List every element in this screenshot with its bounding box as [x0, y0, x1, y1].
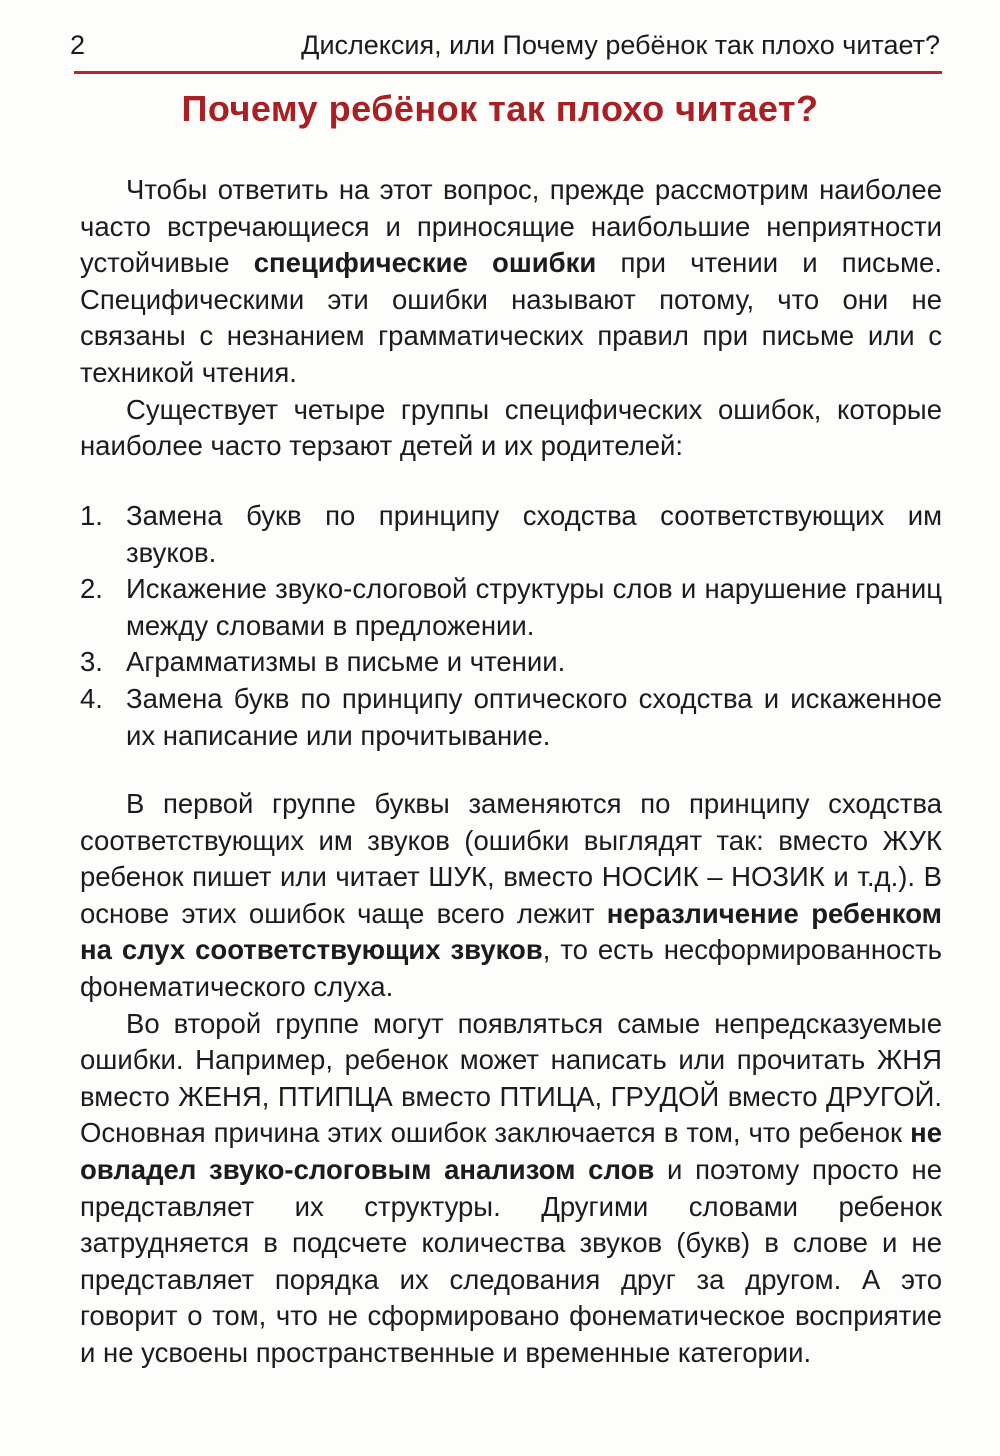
list-item — [80, 498, 942, 571]
list-item-text: Аграмматизмы в письме и чтении. — [126, 646, 566, 678]
running-title: Дислексия, или Почему ребёнок так плохо читает? — [301, 30, 940, 60]
intro-p1-text-b: при чтении и письме. Специфическими эти ошибки называют потому, что они не связаны с незнанием грамматических правил при письме или с техникой чтения. — [80, 247, 942, 388]
list-item-text: Замена букв по принципу сходства соответствующих им звуков. — [126, 500, 942, 568]
list-item-text: Искажение звуко-слоговой структуры слов и нарушение границ между словами в предложении. — [126, 573, 942, 641]
list-item — [80, 644, 942, 681]
list-item-number: 2. — [80, 573, 103, 605]
list-item — [80, 571, 942, 644]
list-item — [80, 681, 942, 754]
group1-text-b: , то есть несформированность фонематического слуха. — [80, 934, 942, 1002]
intro-paragraph-1 — [80, 172, 942, 392]
groups-explanation-section — [80, 786, 942, 1372]
error-groups-list — [80, 498, 942, 754]
intro-p1-bold: специфические ошибки — [253, 247, 597, 279]
group2-paragraph — [80, 1006, 942, 1372]
group2-text-a: Во второй группе могут появляться самые непредсказуемые ошибки. Например, ребенок может написать или прочитать ЖНЯ вместо ЖЕНЯ, ПТИПЦА вместо ПТИЦА, ГРУДОЙ вместо ДРУГОЙ. Основная причина этих ошибок заключается в том, что ребенок — [80, 1007, 942, 1149]
page-title: Почему ребёнок так плохо читает? — [181, 88, 819, 129]
group2-bold: не овладел звуко-слоговым анализом слов — [80, 1117, 942, 1185]
header-rule — [74, 71, 942, 74]
list-item-number: 4. — [80, 682, 103, 714]
intro-section — [80, 172, 942, 465]
group1-bold: неразличение ребенком на слух соответствующих звуков — [80, 897, 942, 966]
intro-p1-text-a: Чтобы ответить на этот вопрос, прежде рассмотрим наиболее часто встречающиеся и приносящие наибольшие неприятности устойчивые — [80, 174, 942, 279]
list-item-number: 1. — [80, 500, 103, 531]
list-item-text: Замена букв по принципу оптического сходства и искаженное их написание или прочитывание. — [126, 682, 942, 751]
intro-paragraph-2: Существует четыре группы специфических ошибок, которые наиболее часто терзают детей и их родителей: — [80, 393, 942, 462]
page-number: 2 — [70, 30, 86, 60]
group1-text-a: В первой группе буквы заменяются по принципу сходства соответствующих им звуков (ошибки выглядят так: вместо ЖУК ребенок пишет или читает ШУК, вместо НОСИК – НОЗИК и т.д.). В основе этих ошибок чаще всего лежит — [80, 788, 942, 929]
group1-paragraph — [80, 786, 942, 1006]
group2-text-b: и поэтому просто не представляет их структуры. Другими словами ребенок затрудняется в подсчете количества звуков (букв) в слове и не представляет порядка их следования друг за другом. А это говорит о том, что не сформировано фонематическое восприятие и не усвоены пространственные и временные категории. — [80, 1153, 942, 1368]
list-item-number: 3. — [80, 646, 103, 678]
